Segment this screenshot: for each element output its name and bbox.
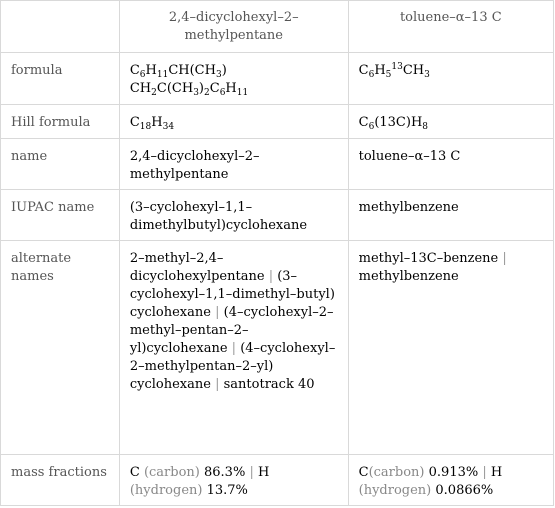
mass-fractions-a — [119, 455, 348, 506]
hill-formula-row — [1, 105, 554, 139]
hill-formula-b: $C_6(13C)H_8$ — [348, 105, 553, 139]
alternate-name: (4–cyclohexyl–2–methyl–pentan–2–yl)cyclohexane — [129, 305, 334, 356]
name-b: toluene–α–13 C — [348, 139, 553, 190]
row-label-hill-formula: Hill formula — [1, 105, 120, 139]
hill-formula-a: $C_{18}H_{34}$ — [119, 105, 348, 139]
iupac-name-a: (3–cyclohexyl–1,1–dimethylbutyl)cyclohexane — [119, 190, 348, 241]
header-row — [1, 1, 554, 53]
name-row — [1, 139, 554, 190]
fraction-value: 13.7% — [206, 483, 248, 498]
row-label-alternate-names: alternate names — [1, 241, 120, 455]
name-a: 2,4–dicyclohexyl–2–methylpentane — [119, 139, 348, 190]
formula-row — [1, 53, 554, 105]
header-empty-cell — [1, 1, 120, 53]
fraction-value: 0.913% — [428, 465, 479, 480]
separator: | — [268, 269, 274, 284]
row-label-iupac-name: IUPAC name — [1, 190, 120, 241]
element-symbol: H — [490, 465, 503, 480]
element-name: (carbon) — [143, 465, 200, 480]
alternate-name: (4–cyclohexyl–2–methylpentan–2–yl) cyclohexane — [129, 341, 336, 392]
alternate-name: methyl–13C–benzene — [358, 251, 499, 266]
alternate-name: methylbenzene — [358, 269, 459, 284]
column-header-b: toluene–α–13 C — [348, 1, 553, 53]
element-symbol: C — [129, 465, 140, 480]
alternate-name: (3–cyclohexyl–1,1–dimethyl–butyl) cyclohexane — [129, 269, 335, 320]
iupac-name-row — [1, 190, 554, 241]
element-name: (hydrogen) — [358, 483, 432, 498]
mass-fractions-row — [1, 455, 554, 506]
element-name: (carbon) — [368, 465, 425, 480]
alternate-names-b — [348, 241, 553, 455]
separator: | — [249, 465, 254, 480]
row-label-formula: formula — [1, 53, 120, 105]
row-label-mass-fractions: mass fractions — [1, 455, 120, 506]
alternate-name: 2–methyl–2,4–dicyclohexylpentane — [129, 251, 265, 284]
element-symbol: H — [257, 465, 270, 480]
alternate-names-row — [1, 241, 554, 455]
fraction-value: 0.0866% — [435, 483, 494, 498]
alternate-name: santotrack 40 — [223, 377, 315, 392]
alternate-names-a — [119, 241, 348, 455]
element-symbol: C — [358, 465, 369, 480]
row-label-name: name — [1, 139, 120, 190]
separator: | — [482, 465, 487, 480]
formula-b: $C_6H_5^{13}CH_3$ — [348, 53, 553, 105]
fraction-value: 86.3% — [204, 465, 246, 480]
column-header-a: 2,4–dicyclohexyl–2–methylpentane — [119, 1, 348, 53]
iupac-name-b: methylbenzene — [348, 190, 553, 241]
element-name: (hydrogen) — [129, 483, 203, 498]
mass-fractions-b — [348, 455, 553, 506]
formula-a: $C_6H_{11}CH(CH_3)$ $CH_2C(CH_3)_2C_6H_{11}$ — [119, 53, 348, 105]
separator: | — [502, 251, 507, 266]
separator: | — [215, 305, 220, 320]
separator: | — [231, 341, 237, 356]
separator: | — [215, 377, 220, 392]
